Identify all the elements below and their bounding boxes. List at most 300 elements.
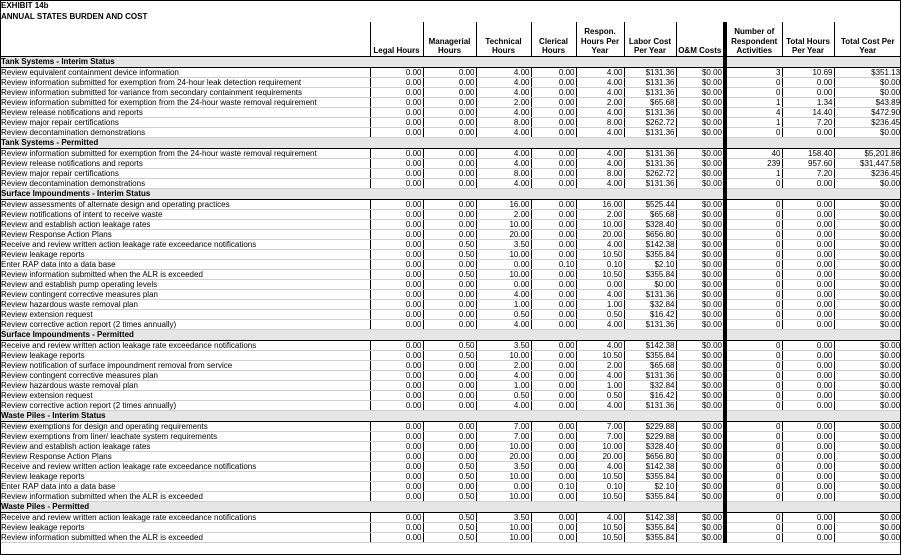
cell-clerical-hours: 0.00 [531,87,576,97]
cell-respon-hours-per-year: 4.00 [576,340,624,350]
cell-respon-hours-per-year: 10.50 [576,249,624,259]
table-row [0,370,901,380]
cell-total-cost-per-year: $236.45 [834,168,901,178]
cell-legal-hours: 0.00 [370,77,423,87]
section-header [0,137,901,148]
cell-clerical-hours: 0.00 [531,350,576,360]
cell-clerical-hours: 0.00 [531,421,576,431]
cell-o-m-costs: $0.00 [676,117,725,127]
cell-number-of-respondent-activities: 0 [725,400,782,410]
cell-technical-hours: 10.00 [476,219,531,229]
cell-labor-cost-per-year: $142.38 [624,239,676,249]
row-label: Review Response Action Plans [0,229,370,239]
cell-managerial-hours: 0.00 [423,117,476,127]
cell-managerial-hours: 0.00 [423,67,476,77]
cell-labor-cost-per-year: $328.40 [624,441,676,451]
cell-labor-cost-per-year: $355.84 [624,350,676,360]
cell-number-of-respondent-activities: 3 [725,67,782,77]
column-header-row [0,22,901,56]
cell-total-hours-per-year: 0.00 [782,319,834,329]
cell-o-m-costs: $0.00 [676,481,725,491]
cell-legal-hours: 0.00 [370,360,423,370]
cell-respon-hours-per-year: 0.00 [576,279,624,289]
cell-technical-hours: 4.00 [476,67,531,77]
cell-managerial-hours: 0.00 [423,360,476,370]
table-row [0,249,901,259]
cell-managerial-hours: 0.50 [423,532,476,542]
section-title: Surface Impoundments - Permitted [0,329,370,340]
cell-total-cost-per-year: $0.00 [834,299,901,309]
cell-managerial-hours: 0.00 [423,259,476,269]
row-label: Review information submitted for exemption from 24-hour leak detection requirement [0,77,370,87]
cell-total-hours-per-year: 14.40 [782,107,834,117]
cell-labor-cost-per-year: $131.36 [624,127,676,137]
cell-labor-cost-per-year: $131.36 [624,87,676,97]
cell-managerial-hours: 0.50 [423,522,476,532]
cell-technical-hours: 3.50 [476,239,531,249]
cell-managerial-hours: 0.50 [423,491,476,501]
cell-managerial-hours: 0.00 [423,441,476,451]
cell-managerial-hours: 0.00 [423,148,476,158]
cell-number-of-respondent-activities: 0 [725,269,782,279]
cell-respon-hours-per-year: 4.00 [576,512,624,522]
cell-respon-hours-per-year: 4.00 [576,319,624,329]
cell-managerial-hours: 0.00 [423,279,476,289]
cell-respon-hours-per-year: 4.00 [576,158,624,168]
cell-number-of-respondent-activities: 4 [725,107,782,117]
cell-technical-hours: 4.00 [476,87,531,97]
row-label: Review information submitted for exemption from the 24-hour waste removal requirement [0,97,370,107]
section-header [0,329,901,340]
cell-legal-hours: 0.00 [370,522,423,532]
cell-clerical-hours: 0.00 [531,209,576,219]
cell-legal-hours: 0.00 [370,219,423,229]
row-label: Review major repair certifications [0,168,370,178]
cell-legal-hours: 0.00 [370,380,423,390]
cell-clerical-hours: 0.00 [531,532,576,542]
cell-total-cost-per-year: $0.00 [834,451,901,461]
col-header-technical-hours: Technical Hours [476,22,531,56]
row-label: Review equivalent containment device information [0,67,370,77]
cell-labor-cost-per-year: $32.84 [624,299,676,309]
cell-total-hours-per-year: 0.00 [782,199,834,209]
cell-o-m-costs: $0.00 [676,209,725,219]
cell-o-m-costs: $0.00 [676,279,725,289]
cell-labor-cost-per-year: $355.84 [624,269,676,279]
cell-technical-hours: 4.00 [476,319,531,329]
cell-clerical-hours: 0.00 [531,219,576,229]
cell-legal-hours: 0.00 [370,441,423,451]
row-label: Review information submitted when the ALR is exceeded [0,269,370,279]
cell-legal-hours: 0.00 [370,471,423,481]
cell-legal-hours: 0.00 [370,67,423,77]
section-title: Tank Systems - Permitted [0,137,370,148]
cell-total-hours-per-year: 0.00 [782,360,834,370]
cell-total-cost-per-year: $351.13 [834,67,901,77]
cell-clerical-hours: 0.00 [531,319,576,329]
cell-managerial-hours: 0.50 [423,340,476,350]
table-row [0,471,901,481]
row-label: Review notifications of intent to receive waste [0,209,370,219]
cell-total-cost-per-year: $236.45 [834,117,901,127]
cell-managerial-hours: 0.00 [423,199,476,209]
cell-o-m-costs: $0.00 [676,431,725,441]
row-label: Receive and review written action leakage rate exceedance notifications [0,461,370,471]
cell-respon-hours-per-year: 1.00 [576,299,624,309]
cell-o-m-costs: $0.00 [676,350,725,360]
cell-legal-hours: 0.00 [370,431,423,441]
cell-o-m-costs: $0.00 [676,259,725,269]
row-label: Review release notifications and reports [0,107,370,117]
cell-total-cost-per-year: $0.00 [834,199,901,209]
cell-number-of-respondent-activities: 0 [725,127,782,137]
cell-managerial-hours: 0.50 [423,512,476,522]
table-row [0,390,901,400]
col-header-clerical-hours: Clerical Hours [531,22,576,56]
cell-managerial-hours: 0.00 [423,481,476,491]
section-title: Tank Systems - Interim Status [0,56,370,67]
cell-number-of-respondent-activities: 0 [725,178,782,188]
cell-technical-hours: 16.00 [476,199,531,209]
cell-number-of-respondent-activities: 0 [725,219,782,229]
col-header-o-m-costs: O&M Costs [676,22,725,56]
cell-number-of-respondent-activities: 0 [725,319,782,329]
cell-o-m-costs: $0.00 [676,67,725,77]
cell-number-of-respondent-activities: 0 [725,441,782,451]
cell-total-hours-per-year: 0.00 [782,309,834,319]
cell-technical-hours: 4.00 [476,107,531,117]
cell-legal-hours: 0.00 [370,87,423,97]
cell-technical-hours: 2.00 [476,97,531,107]
cell-total-hours-per-year: 0.00 [782,229,834,239]
cell-total-cost-per-year: $0.00 [834,249,901,259]
cell-technical-hours: 7.00 [476,421,531,431]
cell-clerical-hours: 0.00 [531,279,576,289]
cell-technical-hours: 10.00 [476,441,531,451]
cell-total-cost-per-year: $0.00 [834,471,901,481]
cell-respon-hours-per-year: 4.00 [576,67,624,77]
cell-number-of-respondent-activities: 0 [725,209,782,219]
cell-number-of-respondent-activities: 0 [725,522,782,532]
table-row [0,360,901,370]
cell-clerical-hours: 0.00 [531,289,576,299]
cell-labor-cost-per-year: $262.72 [624,168,676,178]
table-row [0,199,901,209]
cell-technical-hours: 4.00 [476,289,531,299]
cell-total-cost-per-year: $0.00 [834,209,901,219]
cell-managerial-hours: 0.00 [423,97,476,107]
section-header [0,188,901,199]
cell-o-m-costs: $0.00 [676,168,725,178]
cell-number-of-respondent-activities: 0 [725,421,782,431]
table-row [0,67,901,77]
row-label: Review leakage reports [0,471,370,481]
cell-respon-hours-per-year: 10.00 [576,219,624,229]
cell-number-of-respondent-activities: 0 [725,289,782,299]
cell-legal-hours: 0.00 [370,259,423,269]
cell-respon-hours-per-year: 0.10 [576,259,624,269]
cell-respon-hours-per-year: 1.00 [576,380,624,390]
cell-number-of-respondent-activities: 0 [725,491,782,501]
cell-o-m-costs: $0.00 [676,127,725,137]
cell-legal-hours: 0.00 [370,209,423,219]
cell-legal-hours: 0.00 [370,158,423,168]
table-row [0,350,901,360]
cell-number-of-respondent-activities: 0 [725,279,782,289]
cell-number-of-respondent-activities: 0 [725,451,782,461]
row-label: Review and establish pump operating levels [0,279,370,289]
cell-total-hours-per-year: 0.00 [782,299,834,309]
cell-total-cost-per-year: $0.00 [834,229,901,239]
col-header-number-of-respondent-activities: Number of Respondent Activities [725,22,782,56]
col-header-total-hours-per-year: Total Hours Per Year [782,22,834,56]
cell-clerical-hours: 0.00 [531,299,576,309]
cell-total-cost-per-year: $43.89 [834,97,901,107]
cell-labor-cost-per-year: $131.36 [624,319,676,329]
table-row [0,239,901,249]
cell-respon-hours-per-year: 2.00 [576,97,624,107]
cell-technical-hours: 10.00 [476,350,531,360]
cell-managerial-hours: 0.50 [423,269,476,279]
cell-respon-hours-per-year: 0.10 [576,481,624,491]
cell-respon-hours-per-year: 0.50 [576,309,624,319]
cell-clerical-hours: 0.00 [531,97,576,107]
table-row [0,168,901,178]
row-label: Review and establish action leakage rates [0,441,370,451]
col-header-managerial-hours: Managerial Hours [423,22,476,56]
table-row [0,209,901,219]
cell-total-hours-per-year: 0.00 [782,512,834,522]
cell-o-m-costs: $0.00 [676,97,725,107]
cell-o-m-costs: $0.00 [676,107,725,117]
section-header [0,56,901,67]
cell-labor-cost-per-year: $355.84 [624,471,676,481]
cell-o-m-costs: $0.00 [676,199,725,209]
cell-respon-hours-per-year: 10.50 [576,269,624,279]
cell-legal-hours: 0.00 [370,451,423,461]
cell-o-m-costs: $0.00 [676,360,725,370]
cell-legal-hours: 0.00 [370,148,423,158]
cell-total-cost-per-year: $0.00 [834,491,901,501]
cell-labor-cost-per-year: $2.10 [624,481,676,491]
cell-total-cost-per-year: $0.00 [834,431,901,441]
cell-managerial-hours: 0.00 [423,380,476,390]
row-label: Review information submitted for exemption from the 24-hour waste removal requirement [0,148,370,158]
cell-clerical-hours: 0.00 [531,491,576,501]
row-label: Review decontamination demonstrations [0,127,370,137]
cell-legal-hours: 0.00 [370,491,423,501]
table-row [0,491,901,501]
cell-o-m-costs: $0.00 [676,309,725,319]
cell-respon-hours-per-year: 8.00 [576,168,624,178]
cell-managerial-hours: 0.00 [423,77,476,87]
cell-respon-hours-per-year: 4.00 [576,87,624,97]
cell-clerical-hours: 0.00 [531,380,576,390]
table-row [0,319,901,329]
cell-clerical-hours: 0.00 [531,309,576,319]
table-row [0,451,901,461]
cell-respon-hours-per-year: 10.50 [576,522,624,532]
cell-legal-hours: 0.00 [370,350,423,360]
cell-clerical-hours: 0.00 [531,127,576,137]
cell-managerial-hours: 0.00 [423,178,476,188]
col-header-respon-hours-per-year: Respon. Hours Per Year [576,22,624,56]
cell-labor-cost-per-year: $328.40 [624,219,676,229]
cell-labor-cost-per-year: $2.10 [624,259,676,269]
cell-legal-hours: 0.00 [370,97,423,107]
row-label: Review leakage reports [0,249,370,259]
cell-total-hours-per-year: 0.00 [782,370,834,380]
cell-total-hours-per-year: 1.34 [782,97,834,107]
cell-o-m-costs: $0.00 [676,380,725,390]
cell-total-hours-per-year: 0.00 [782,400,834,410]
cell-clerical-hours: 0.00 [531,158,576,168]
cell-respon-hours-per-year: 4.00 [576,289,624,299]
row-label: Review extension request [0,309,370,319]
row-label: Review exemptions for design and operating requirements [0,421,370,431]
cell-total-cost-per-year: $5,201.86 [834,148,901,158]
cell-number-of-respondent-activities: 0 [725,360,782,370]
cell-total-hours-per-year: 0.00 [782,259,834,269]
cell-respon-hours-per-year: 4.00 [576,107,624,117]
cell-total-hours-per-year: 0.00 [782,451,834,461]
cell-managerial-hours: 0.00 [423,309,476,319]
table-row [0,127,901,137]
row-label: Review assessments of alternate design and operating practices [0,199,370,209]
cell-total-cost-per-year: $0.00 [834,400,901,410]
cell-labor-cost-per-year: $355.84 [624,522,676,532]
cell-clerical-hours: 0.00 [531,370,576,380]
cell-labor-cost-per-year: $16.42 [624,390,676,400]
cell-total-hours-per-year: 7.20 [782,168,834,178]
cell-o-m-costs: $0.00 [676,319,725,329]
cell-managerial-hours: 0.00 [423,390,476,400]
table-row [0,512,901,522]
cell-clerical-hours: 0.00 [531,67,576,77]
cell-o-m-costs: $0.00 [676,421,725,431]
row-label: Review and establish action leakage rates [0,219,370,229]
cell-clerical-hours: 0.00 [531,451,576,461]
cell-technical-hours: 4.00 [476,77,531,87]
cell-number-of-respondent-activities: 0 [725,431,782,441]
cell-labor-cost-per-year: $131.36 [624,400,676,410]
cell-labor-cost-per-year: $131.36 [624,77,676,87]
row-label: Review information submitted for variance from secondary containment requirements [0,87,370,97]
cell-respon-hours-per-year: 2.00 [576,360,624,370]
cell-managerial-hours: 0.50 [423,249,476,259]
cell-labor-cost-per-year: $142.38 [624,461,676,471]
cell-respon-hours-per-year: 7.00 [576,421,624,431]
cell-labor-cost-per-year: $525.44 [624,199,676,209]
cell-clerical-hours: 0.00 [531,340,576,350]
table-row [0,158,901,168]
row-label: Review exemptions from liner/ leachate system requirements [0,431,370,441]
cell-clerical-hours: 0.00 [531,431,576,441]
cell-o-m-costs: $0.00 [676,178,725,188]
cell-respon-hours-per-year: 8.00 [576,117,624,127]
cell-number-of-respondent-activities: 0 [725,259,782,269]
exhibit-number: EXHIBIT 14b [1,1,49,10]
table-row [0,219,901,229]
cell-number-of-respondent-activities: 239 [725,158,782,168]
row-label: Review release notifications and reports [0,158,370,168]
cell-number-of-respondent-activities: 1 [725,97,782,107]
cell-respon-hours-per-year: 4.00 [576,400,624,410]
section-title: Surface Impoundments - Interim Status [0,188,370,199]
cell-total-cost-per-year: $0.00 [834,360,901,370]
table-row [0,229,901,239]
table-row [0,289,901,299]
row-label: Receive and review written action leakage rate exceedance notifications [0,239,370,249]
cell-total-cost-per-year: $0.00 [834,289,901,299]
cell-o-m-costs: $0.00 [676,249,725,259]
cell-respon-hours-per-year: 4.00 [576,370,624,380]
cell-total-hours-per-year: 0.00 [782,390,834,400]
cell-technical-hours: 0.50 [476,309,531,319]
cell-legal-hours: 0.00 [370,370,423,380]
col-header-total-cost-per-year: Total Cost Per Year [834,22,901,56]
cell-number-of-respondent-activities: 1 [725,117,782,127]
cell-labor-cost-per-year: $131.36 [624,178,676,188]
cell-managerial-hours: 0.50 [423,239,476,249]
cell-o-m-costs: $0.00 [676,340,725,350]
cell-total-hours-per-year: 0.00 [782,522,834,532]
cell-number-of-respondent-activities: 0 [725,380,782,390]
cell-respon-hours-per-year: 10.50 [576,491,624,501]
cell-o-m-costs: $0.00 [676,512,725,522]
cell-labor-cost-per-year: $131.36 [624,148,676,158]
cell-technical-hours: 10.00 [476,269,531,279]
cell-respon-hours-per-year: 4.00 [576,239,624,249]
cell-number-of-respondent-activities: 0 [725,229,782,239]
section-title: Waste Piles - Interim Status [0,410,370,421]
cell-total-cost-per-year: $0.00 [834,127,901,137]
cell-technical-hours: 8.00 [476,117,531,127]
cell-total-cost-per-year: $0.00 [834,77,901,87]
cell-o-m-costs: $0.00 [676,239,725,249]
cell-total-cost-per-year: $0.00 [834,421,901,431]
cell-number-of-respondent-activities: 0 [725,481,782,491]
cell-technical-hours: 0.00 [476,481,531,491]
cell-o-m-costs: $0.00 [676,148,725,158]
cell-legal-hours: 0.00 [370,340,423,350]
cell-o-m-costs: $0.00 [676,390,725,400]
cell-o-m-costs: $0.00 [676,289,725,299]
cell-labor-cost-per-year: $65.68 [624,97,676,107]
cell-legal-hours: 0.00 [370,461,423,471]
cell-labor-cost-per-year: $131.36 [624,370,676,380]
cell-o-m-costs: $0.00 [676,219,725,229]
cell-total-hours-per-year: 0.00 [782,219,834,229]
cell-number-of-respondent-activities: 0 [725,461,782,471]
cell-total-cost-per-year: $0.00 [834,309,901,319]
table-row [0,269,901,279]
cell-respon-hours-per-year: 10.00 [576,441,624,451]
cell-total-hours-per-year: 158.40 [782,148,834,158]
cell-legal-hours: 0.00 [370,512,423,522]
cell-total-hours-per-year: 7.20 [782,117,834,127]
table-row [0,340,901,350]
cell-managerial-hours: 0.00 [423,289,476,299]
cell-o-m-costs: $0.00 [676,522,725,532]
cell-legal-hours: 0.00 [370,178,423,188]
col-header-labor-cost-per-year: Labor Cost Per Year [624,22,676,56]
cell-total-hours-per-year: 0.00 [782,461,834,471]
row-label: Enter RAP data into a data base [0,481,370,491]
cell-legal-hours: 0.00 [370,279,423,289]
cell-legal-hours: 0.00 [370,532,423,542]
cell-labor-cost-per-year: $131.36 [624,67,676,77]
